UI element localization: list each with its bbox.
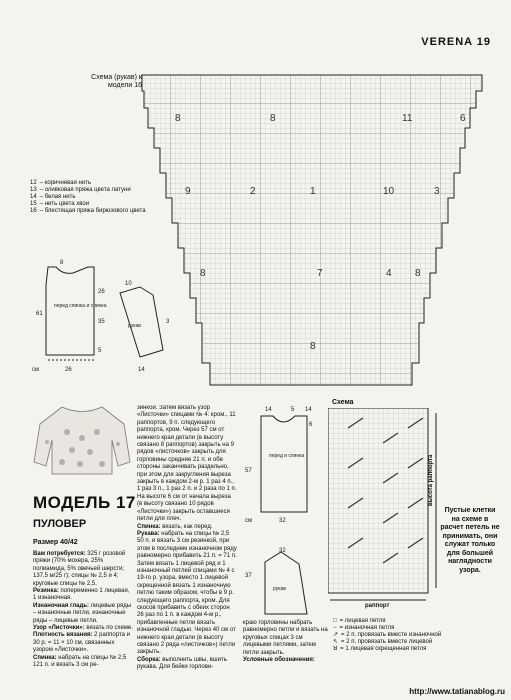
instruction-paragraph: Изнаночная гладь: лицевые ряды – изнаночные петли, изнаночные ряды – лицевые петли. bbox=[33, 602, 132, 624]
symbol-item: ꓤ = 1 лицевая скрещенная петля bbox=[333, 646, 427, 652]
unit: см bbox=[32, 367, 40, 373]
dim: 14 bbox=[305, 407, 312, 413]
dim: 14 bbox=[265, 407, 272, 413]
instruction-paragraph: Вам потребуется: 325 г розовой пряжи (70% мохера, 25% полиамида, 5% овечьей шерсти; 137,5 м/25 г); спицы № 2,5 и 4; круговые спицы № 2,5. bbox=[33, 551, 126, 587]
chart-num: 4 bbox=[386, 268, 392, 279]
instruction-paragraph: зинкой. Затем вязать узор «Листочки» спицами № 4: кром., 11 раппортов, 9 п. следующего раппорта, кром. Через 57 см от нижнего края детали (в высоту связано 8 раппортов) закрыть на 9 рядов «листочков» закрыть для горловины средние 21 п. и обе стороны заканчивать раздельно, при этом для закругления выреза закрыть в каждом 2-м р. 1 раз 4 п., 1 раз 3 п., 1 раз 2 п. и 2 раза по 1 п. На высоте 6 см от начала выреза (в высоту связано 10 рядов «Листочки») закрыть оставшиеся петли для плеч. bbox=[137, 405, 237, 523]
instructions-column-3 bbox=[243, 620, 328, 664]
instruction-paragraph: Резинка: попеременно 1 лицевая, 1 изнаночная. bbox=[33, 588, 130, 602]
symbols-title: Условные обозначения: bbox=[243, 657, 315, 664]
instructions-column-2 bbox=[137, 405, 237, 695]
dim: 37 bbox=[245, 573, 252, 579]
chart-num: 8 bbox=[270, 113, 276, 124]
instruction-paragraph: Плотность вязания: 2 раппорта и 30 р. = 11 × 10 см, связанных узором «Листочки». bbox=[33, 632, 130, 654]
chart-num: 10 bbox=[383, 186, 395, 197]
chart-num: 7 bbox=[317, 268, 323, 279]
dim: 57 bbox=[245, 468, 252, 474]
chart17-side-label: высота раппорта bbox=[428, 454, 434, 506]
dim: 8 bbox=[60, 260, 64, 266]
chart17-bottom-label: раппорт bbox=[365, 603, 390, 609]
pattern-label: рукав bbox=[128, 323, 141, 329]
chart-num: 3 bbox=[434, 186, 440, 197]
instruction-paragraph: Узор «Листочки»: вязать по схеме. bbox=[33, 625, 133, 632]
dim: 14 bbox=[138, 367, 145, 373]
instruction-paragraph: Спинка: набрать на спицы № 2,5 121 п. и вязать 3 см ре- bbox=[33, 654, 127, 669]
sleeve-chart-title: Схема (рукав) к модели 16 bbox=[91, 74, 142, 89]
instruction-paragraph: краю горловины набрать равномерно петли и вязать на круговых спицах 3 см лицевыми петлями, затем петли закрыть. bbox=[243, 620, 328, 656]
chart-num: 11 bbox=[402, 113, 413, 124]
dim: 32 bbox=[279, 518, 286, 524]
model-size: Размер 40/42 bbox=[33, 539, 78, 546]
legend-item: 14 – белая нить bbox=[30, 194, 76, 200]
pattern-label: рукав bbox=[273, 586, 286, 592]
color-legend bbox=[30, 180, 150, 215]
symbol-item: □ = лицевая петля bbox=[333, 618, 386, 624]
pattern-model17 bbox=[243, 402, 325, 617]
legend-item: 15 – нить цвета хвои bbox=[30, 201, 90, 207]
chart-num: 8 bbox=[310, 341, 316, 352]
dim: 61 bbox=[36, 311, 43, 317]
dim: 3 bbox=[166, 319, 170, 325]
symbols-legend bbox=[333, 618, 468, 653]
symbol-item: ↖ = 2 п. провязать вместе лицевой bbox=[333, 639, 433, 645]
pattern-model16 bbox=[28, 255, 203, 390]
dim: 10 bbox=[125, 281, 132, 287]
legend-item: 16 – блестящая пряжа бирюзового цвета bbox=[30, 208, 146, 214]
dim: 26 bbox=[65, 367, 72, 373]
footer-url: http://www.tatianablog.ru bbox=[409, 687, 505, 696]
pattern-label: перед и спинка bbox=[269, 453, 305, 459]
dim: 32 bbox=[279, 548, 286, 554]
chart-num: 8 bbox=[175, 113, 181, 124]
sweater-illustration bbox=[32, 402, 132, 480]
unit: см bbox=[245, 518, 253, 524]
dim: 5 bbox=[291, 407, 295, 413]
legend-item: 13 – оливковая пряжа цвета латуни bbox=[30, 187, 131, 193]
chart-num: 1 bbox=[310, 186, 316, 197]
symbol-item: ↗ = 2 п. провязать вместе изнаночной bbox=[333, 632, 442, 638]
chart-num: 8 bbox=[200, 268, 206, 279]
instruction-paragraph: Спинка: вязать, как перед. bbox=[137, 523, 213, 530]
page-header: VERENA 19 bbox=[421, 36, 491, 48]
chart-num: 6 bbox=[460, 113, 466, 124]
chart-num: 9 bbox=[185, 186, 191, 197]
model-subtitle: ПУЛОВЕР bbox=[33, 518, 87, 530]
chart17-note: Пустые клетки на схеме в расчет петель не принимать, они служат только для большей наглядности узора. bbox=[440, 507, 500, 574]
pattern-label: перед спинка и спинка bbox=[54, 303, 107, 309]
chart-num: 8 bbox=[415, 268, 421, 279]
dim: 6 bbox=[309, 422, 313, 428]
instruction-paragraph: Рукава: набрать на спицы № 2,5 50 п. и вязать 3 см резинкой, при этом в последнем изнаночном ряду равномерно прибавить 21 п. = 71 п. Затем вязать 1 лицевой ряд и 1 изнаночный петлей спицами № 4 с 19-го р. узора, вместо 1 лицевой скрещенной вязать 1 изнаночную петлю таким образом, чтобы в 9 р. следующего раппорта, кром. Для скосов прибавить с обеих сторон 26 раз по 1 п. в каждом 4-м р., прибавленные петли вязать изнаночной гладью. Через 40 см от нижнего края детали (в высоту связано 2 ряда «листочков») петли закрыть. bbox=[137, 530, 237, 656]
dim: 26 bbox=[98, 289, 105, 295]
model-title: МОДЕЛЬ 17 bbox=[33, 493, 136, 512]
instruction-paragraph: Сборка: выполнить швы, вшить рукава. Для бейки горлови- bbox=[137, 656, 227, 671]
legend-item: 12 – коричневая нить bbox=[30, 180, 92, 186]
dim: 35 bbox=[98, 319, 105, 325]
symbol-item: − = изнаночная петля bbox=[333, 625, 395, 631]
chart17-title: Схема bbox=[332, 399, 354, 406]
chart-num: 2 bbox=[250, 186, 256, 197]
instructions-column-1 bbox=[33, 551, 133, 670]
dim: 5 bbox=[98, 348, 102, 354]
